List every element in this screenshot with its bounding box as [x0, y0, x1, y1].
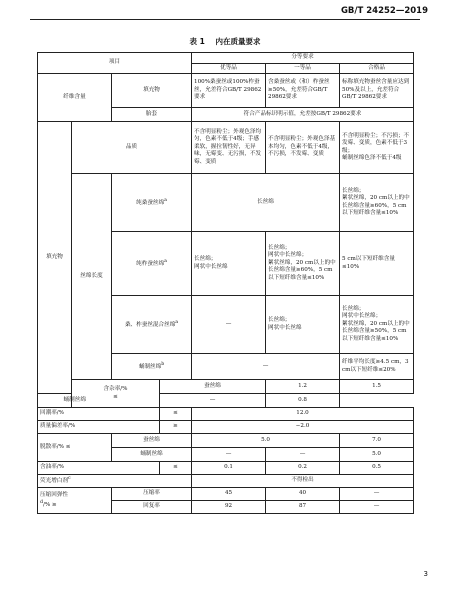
impurity-le: ≤ [113, 393, 118, 400]
pure-tussah-premium [192, 232, 266, 296]
oil-first: 0.2 [266, 462, 340, 475]
pure-tussah-premium-line: 长丝绵； [194, 256, 217, 263]
compress-label-line [40, 492, 109, 500]
table-row [38, 475, 414, 488]
blend-first-line: 网状中长丝绵 [268, 324, 302, 331]
pure-tussah-first-line: 长丝绵； [268, 244, 291, 251]
header-rule [30, 19, 420, 20]
blend-qualified-line: 长丝绵； [342, 305, 365, 312]
pupa-footnote: b [161, 361, 165, 367]
impurity-silk-label: 蚕丝绵 [160, 380, 266, 394]
table-row [38, 434, 414, 448]
pure-mulberry-qualified-line: 絮状丝绵，20 cm以上的中长丝绵含量≥60%，5 cm以下短纤维含量≤10% [342, 195, 410, 217]
fiber-content-label: 纤维含量 [38, 74, 112, 122]
pupa-label-text: 蛹制丝绵 [138, 363, 162, 370]
pure-mulberry-footnote: a [164, 197, 167, 203]
table-row [38, 380, 414, 394]
oil-premium: 0.1 [192, 462, 266, 475]
pure-tussah-first-line: 网状中长丝绵； [268, 252, 308, 259]
pure-tussah-qualified: 5 cm以下短纤维含量≤10% [340, 232, 414, 296]
quality-premium: 不含明显粉尘；外观色泽均匀，色素不低于4级；手感柔软，握拉韧性好，无异味，无霉变、无污损，不发霉、变质 [192, 122, 266, 174]
compress-ge: ≥ [51, 501, 57, 508]
pure-mulberry-qualified [340, 174, 414, 232]
pure-mulberry-qualified-line: 长丝绵； [342, 187, 365, 194]
table-title: 内在质量要求 [215, 37, 261, 46]
blend-first-line: 长丝绵； [268, 317, 291, 324]
shedding-pupa-first: — [266, 448, 340, 462]
table-row [38, 174, 414, 232]
table-row [38, 394, 414, 408]
item-header: 项目 [38, 53, 192, 74]
table-row [38, 488, 414, 501]
blend-qualified [340, 296, 414, 354]
filling-label: 填充物 [38, 122, 72, 394]
pure-mulberry-label-text: 纯桑蚕丝绵 [136, 199, 165, 206]
grade-premium: 优等品 [192, 63, 266, 74]
moisture-value: 12.0 [192, 408, 414, 421]
table-row [38, 421, 414, 434]
compress-recovery-label: 回复率 [112, 501, 192, 514]
oil-label: 含油率/% [38, 462, 160, 475]
oil-qualified: 0.5 [340, 462, 414, 475]
moisture-label: 回潮率/% [38, 408, 160, 421]
quality-qualified [340, 122, 414, 174]
compress-recovery-qualified: — [340, 501, 414, 514]
blend-label-text: 桑、柞蚕丝混合丝绵 [124, 321, 176, 328]
compress-label-line [40, 500, 109, 509]
quality-qualified-line: 不含明显粉尘；不污损；不发霉、变质，色素不低于3级； [342, 132, 410, 154]
fluorescent-label-text: 荧光增白剂 [40, 478, 68, 485]
grade-first: 一等品 [266, 63, 340, 74]
compress-rate-first: 40 [266, 488, 340, 501]
pure-mulberry-value: 长丝绵 [192, 174, 340, 232]
shedding-label-text: 脱散率/% [40, 443, 64, 450]
oil-le: ≤ [160, 462, 192, 475]
pupa-qualified: 纤维平均长度≥4.5 cm，3 cm以下短纤维≤20% [340, 354, 414, 380]
compress-footnote: d [40, 499, 43, 505]
pure-tussah-premium-line: 网状中长丝绵 [194, 263, 228, 270]
weight-dev-label: 质量偏差率/% [38, 421, 160, 434]
table-row [38, 74, 414, 108]
blend-footnote: a [175, 319, 179, 325]
impurity-label-text: 含杂率/% [103, 386, 128, 393]
weight-dev-ge: ≥ [160, 421, 192, 434]
shedding-silk-merged: 5.0 [192, 434, 340, 448]
table-caption [0, 36, 450, 47]
table-row [38, 408, 414, 421]
grade-group-header: 分等要求 [192, 53, 414, 64]
fiber-cover-value: 符合产品标识明示值，允差按GB/T 29862要求 [192, 108, 414, 122]
weight-dev-value: −2.0 [192, 421, 414, 434]
moisture-le: ≤ [160, 408, 192, 421]
impurity-silk-first: 1.5 [340, 380, 414, 394]
fluorescent-value: 不得检出 [192, 475, 414, 488]
compress-label-text: 压缩回弹性 [40, 492, 68, 499]
shedding-label [38, 434, 112, 462]
compress-recovery-first: 87 [266, 501, 340, 514]
shedding-pupa-premium: — [192, 448, 266, 462]
fiber-filling-first: 含桑蚕丝或（和）柞蚕丝≥50%，允差符合GB/T 29862要求 [266, 74, 340, 108]
fiber-filling-qualified: 标称填充物蚕丝含量应达到50%及以上，允差符合GB/T 29862要求 [340, 74, 414, 108]
fiber-cover-label: 胎套 [112, 108, 192, 122]
quality-first: 不含明显粉尘；外观色泽基本均匀，色素不低于4级，不污损，不发霉、变质 [266, 122, 340, 174]
blend-qualified-line: 网状中长丝绵； [342, 313, 382, 320]
impurity-pupa-qualified: 0.8 [266, 394, 340, 408]
page-number: 3 [423, 570, 428, 578]
quality-label: 品质 [72, 122, 192, 174]
length-label: 丝绵长度 [72, 174, 112, 380]
pure-tussah-first [266, 232, 340, 296]
compress-rate-qualified: — [340, 488, 414, 501]
shedding-le: ≤ [65, 443, 71, 450]
table-row [38, 122, 414, 174]
quality-requirements-table [37, 52, 414, 514]
fluorescent-footnote: c [67, 476, 71, 482]
shedding-pupa-qualified: 5.0 [340, 448, 414, 462]
impurity-silk-premium: 1.2 [266, 380, 340, 394]
compress-rate-label: 压缩率 [112, 488, 192, 501]
pure-tussah-footnote: a [164, 258, 167, 264]
compress-label [38, 488, 112, 514]
shedding-silk-label: 蚕丝绵 [112, 434, 192, 448]
table-number: 表 1 [189, 37, 205, 46]
table-header-row [38, 53, 414, 64]
blend-qualified-line: 絮状丝绵，20 cm以上的中长丝绵含量≥50%，5 cm以下短纤维含量≤10% [342, 320, 410, 342]
pure-tussah-first-line: 絮状丝绵，20 cm以上的中长丝绵含量≥60%，5 cm以下短纤维含量≤10% [268, 259, 336, 281]
standard-number: GB/T 24252—2019 [340, 6, 428, 16]
impurity-pupa-merged: — [160, 394, 266, 408]
compress-rate-premium: 45 [192, 488, 266, 501]
fiber-filling-label: 填充物 [112, 74, 192, 108]
pure-tussah-label-text: 纯柞蚕丝绵 [136, 260, 165, 267]
pupa-value: — [192, 354, 340, 380]
compress-recovery-premium: 92 [192, 501, 266, 514]
fluorescent-label [38, 475, 192, 488]
fiber-filling-premium: 100%桑蚕丝或100%柞蚕丝，允差符合GB/T 29862要求 [192, 74, 266, 108]
grade-qualified: 合格品 [340, 63, 414, 74]
pure-mulberry-label [112, 174, 192, 232]
quality-qualified-line: 蛹制丝绵色泽不低于4级 [342, 155, 402, 162]
shedding-pupa-label: 蛹制丝绵 [112, 448, 192, 462]
blend-first [266, 296, 340, 354]
table-row [38, 462, 414, 475]
compress-unit: /% [42, 501, 51, 508]
blend-premium: — [192, 296, 266, 354]
pupa-label [112, 354, 192, 380]
shedding-silk-qualified: 7.0 [340, 434, 414, 448]
blend-label [112, 296, 192, 354]
impurity-pupa-label: 蛹制丝绵 [38, 394, 112, 408]
pure-tussah-label [112, 232, 192, 296]
